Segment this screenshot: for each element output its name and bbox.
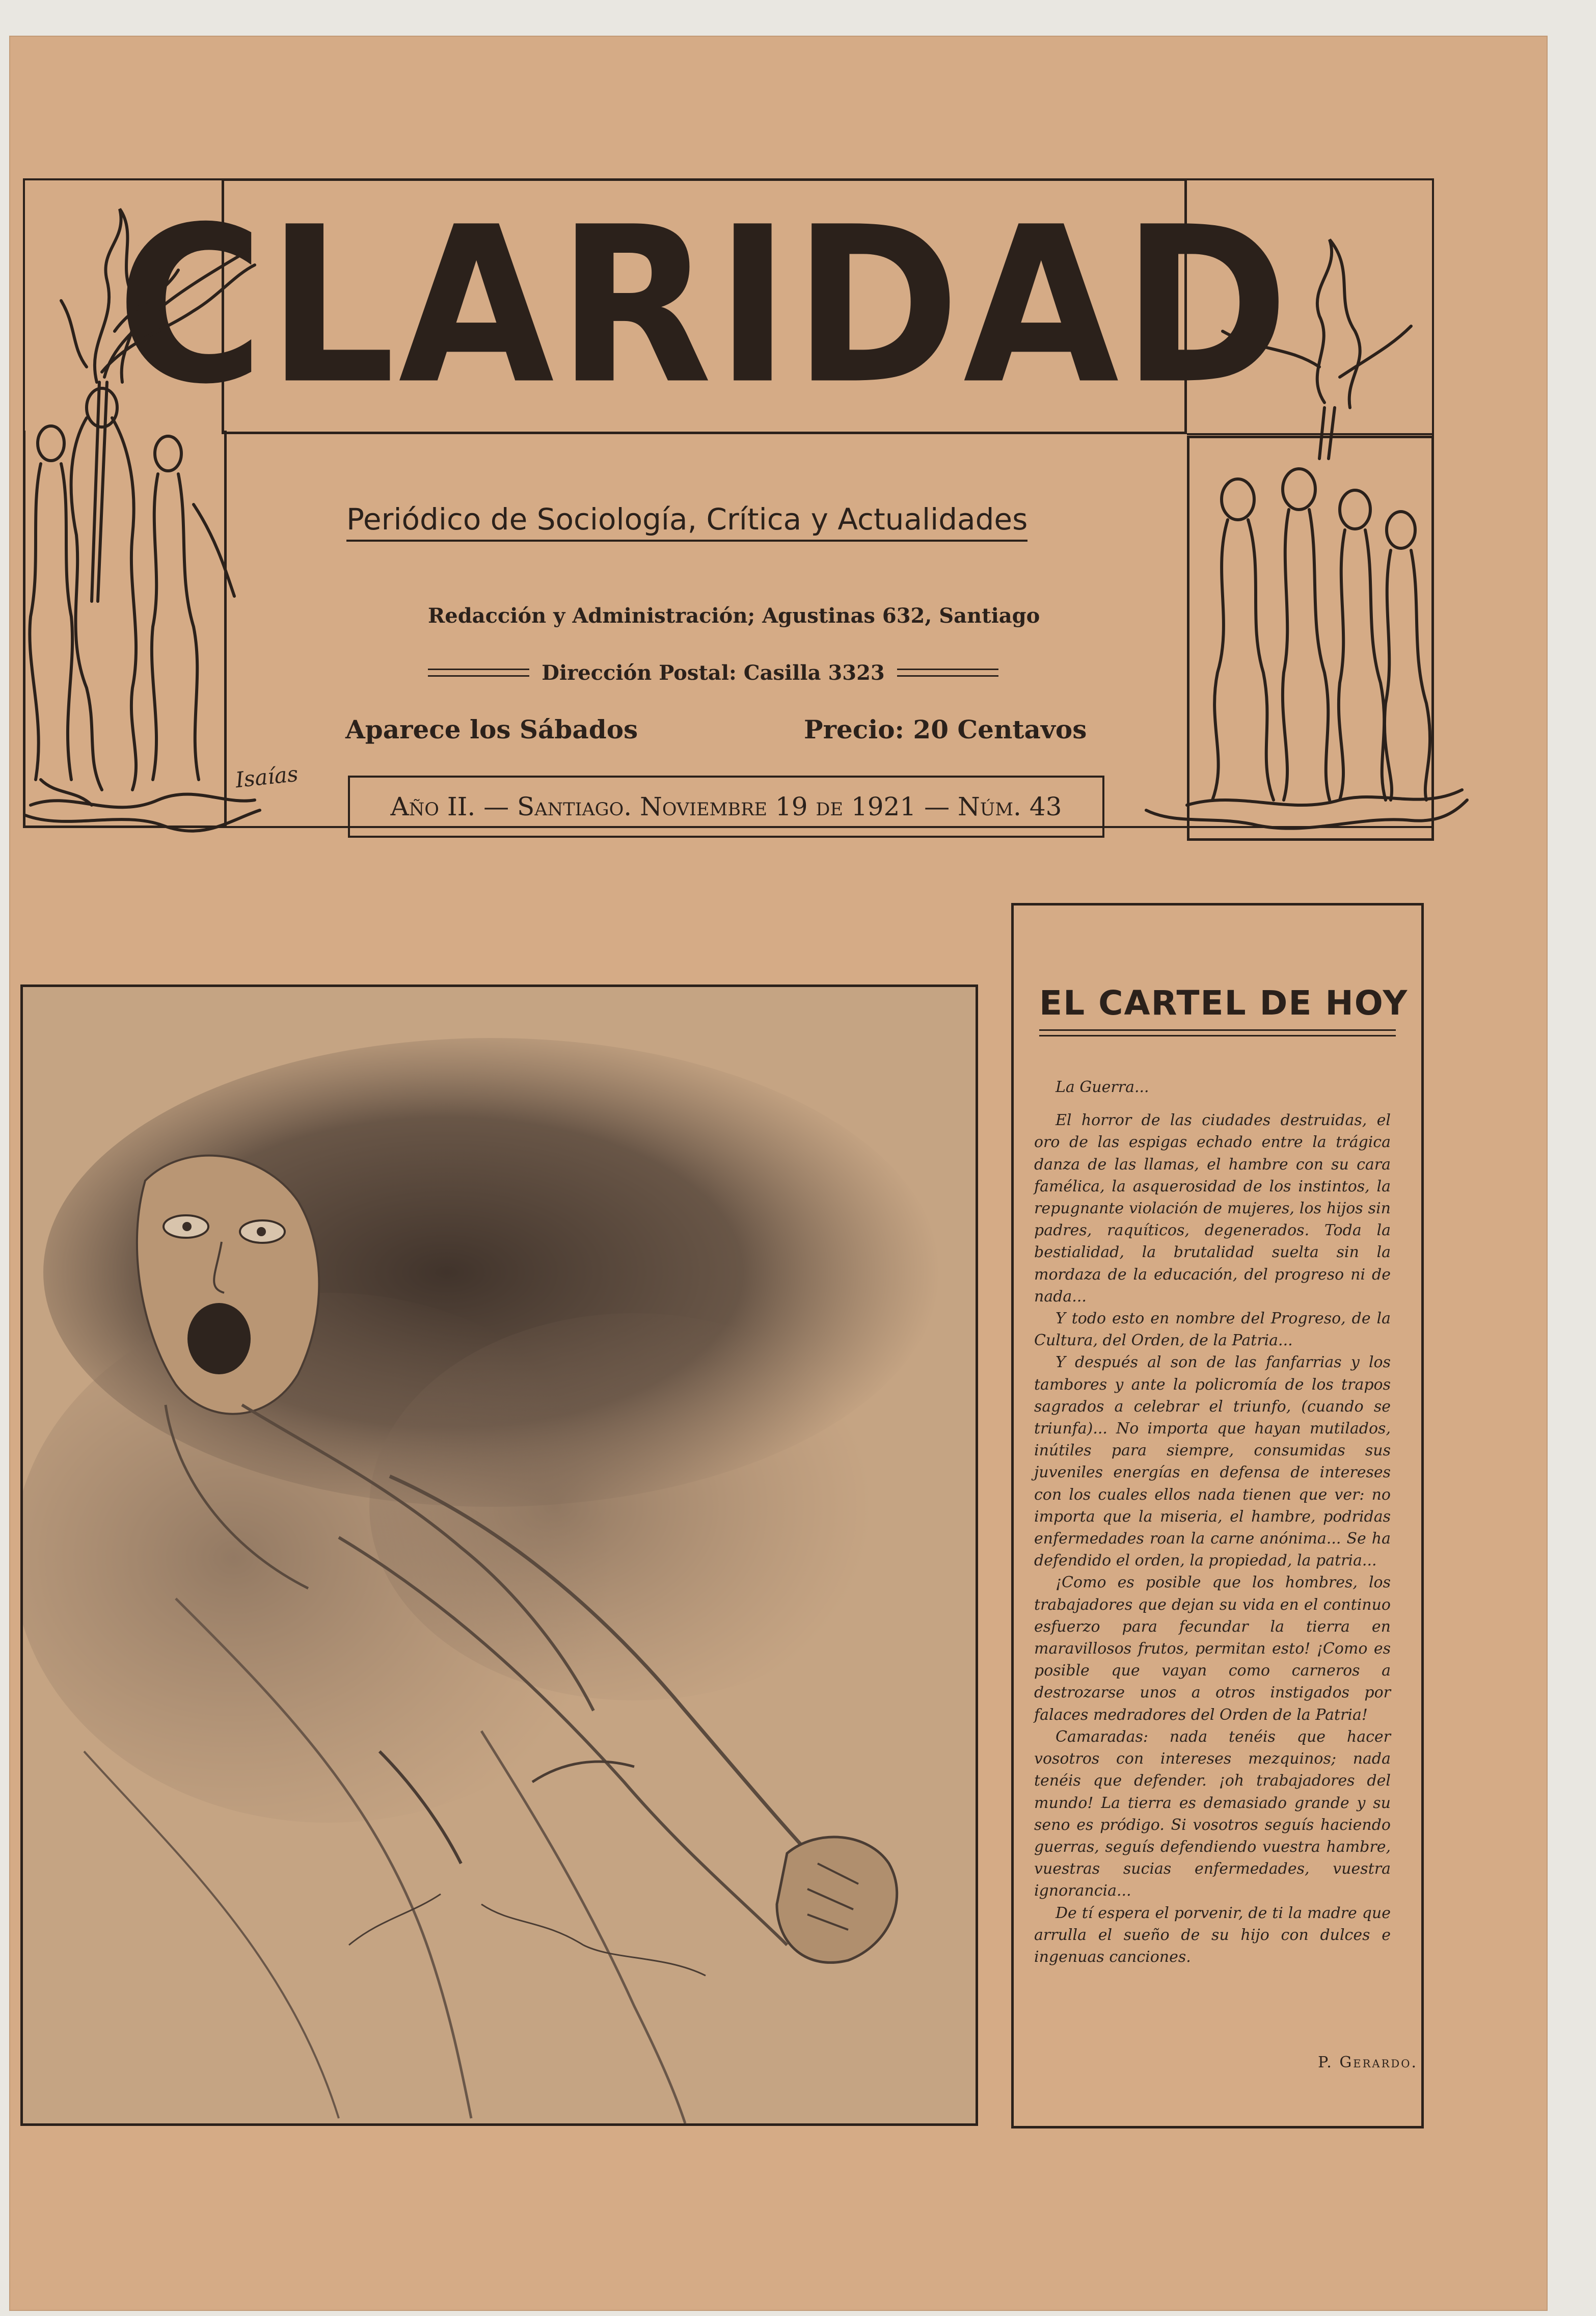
article-paragraph: Camaradas: nada tenéis que hacer vosotros con intereses mezquinos; nada tenéis que defender. ¡oh trabajadores del mundo! La tierra es demasiado grande y su seno es pródigo. Si vosotros seguís haciendo guerras, seguís defendiendo vuestra hambre, vuestras sucias enfermedades, vuestra ignorancia... [1034,1727,1391,1900]
issue-date-line: Año II. — Santiago. Noviembre 19 de 1921 — Núm. 43 [390,792,1062,821]
postal-address-row [428,657,998,688]
war-poster-illustration [20,984,978,2126]
screaming-woman-drawing [23,987,976,2123]
publication-schedule: Aparece los Sábados [345,714,638,744]
issue-date-box [348,776,1104,838]
editorial-address: Redacción y Administración; Agustinas 632, Santiago [428,604,1040,628]
article-title-rule [1039,1029,1396,1036]
title-box [116,178,1292,434]
article-author: P. Gerardo. [1318,2054,1418,2071]
article-body [1034,1076,1391,1968]
article-paragraph: ¡Como es posible que los hombres, los trabajadores que dejan su vida en el continuo esfuerzo para fecundar la tierra en maravillosos frutos, permitan esto! ¡Como es posible que vayan como carneros a destrozarse unos a otros instigados por falaces medradores del Orden de la Patria! [1034,1574,1391,1724]
masthead-inner-rule [1187,433,1434,435]
left-double-rule [428,669,529,677]
article-paragraph: El horror de las ciudades destruidas, el oro de las espigas echado entre la trágica danza de las llamas, el hambre con su cara famélica, la asquerosidad de los instintos, la repugnante violación de mujeres, los hijos sin padres, raquíticos, degenerados. Toda la bestialidad, la brutalidad suelta sin la mordaza de la educación, del progreso ni de nada... [1034,1111,1391,1306]
article-paragraph: La Guerra... [1056,1078,1149,1096]
article-title: EL CARTEL DE HOY [1039,983,1409,1023]
article-paragraph: Y todo esto en nombre del Progreso, de la Cultura, del Orden, de la Patria... [1034,1310,1391,1350]
price-label: Precio: 20 Centavos [804,714,1087,744]
postal-address: Dirección Postal: Casilla 3323 [542,660,885,685]
right-torch-figures-illustration [1136,224,1472,851]
left-torch-figures-illustration [10,178,275,841]
article-paragraph: De tí espera el porvenir, de ti la madre que arrulla el sueño de su hijo con dulces e ingenuas canciones. [1034,1904,1391,1966]
article-paragraph: Y después al son de las fanfarrias y los tambores y ante la policromía de los trapos sagrados a celebrar el triunfo, (cuando se triunfa)... No importa que hayan mutilados, inútiles para siempre, consumidas sus juveniles energías en defensa de intereses con los cuales ellos nada tienen que ver: no importa que la miseria, el hambre, podridas enfermedades roan la carne anónima... Se ha defendido el orden, la propiedad, la patria... [1034,1353,1391,1570]
right-double-rule [897,669,998,677]
artist-signature: Isaías [234,761,300,793]
newspaper-title: CLARIDAD [116,180,1292,432]
newspaper-subtitle: Periódico de Sociología, Crítica y Actualidades [346,502,1027,542]
